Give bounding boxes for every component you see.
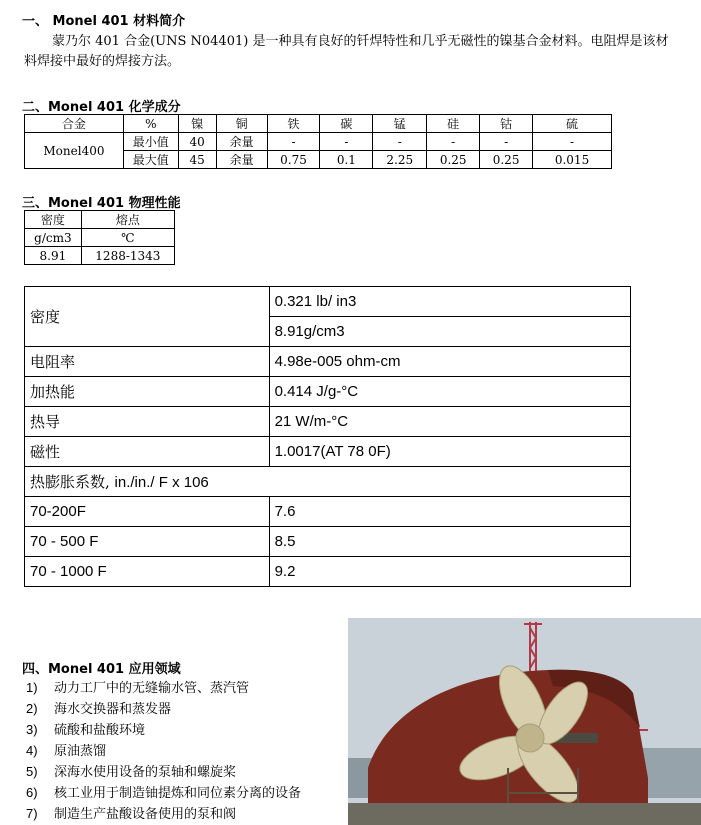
ship-propeller-photo xyxy=(348,618,701,825)
property-row xyxy=(25,377,631,407)
list-text: 深海水使用设备的泵轴和螺旋桨 xyxy=(54,765,237,780)
row-label-cell: 最小值 xyxy=(123,133,178,151)
list-text: 动力工厂中的无缝输水管、蒸汽管 xyxy=(54,681,250,696)
section4-heading: 四、Monel 401 应用领域 xyxy=(22,662,181,677)
property-value: 1.0017(AT 78 0F) xyxy=(269,437,630,467)
value-cell: 2.25 xyxy=(373,151,427,169)
list-text: 制造生产盐酸设备使用的泵和阀 xyxy=(54,807,237,822)
list-number: 7) xyxy=(26,806,38,821)
value-cell: - xyxy=(373,133,427,151)
value-cell: 0.1 xyxy=(320,151,373,169)
header-cell: 密度 xyxy=(25,211,82,229)
list-text: 核工业用于制造铀提炼和同位素分离的设备 xyxy=(54,786,302,801)
expansion-header-row xyxy=(25,467,631,497)
header-cell: 碳 xyxy=(320,115,373,133)
list-number: 4) xyxy=(26,743,38,758)
header-cell: 熔点 xyxy=(81,211,174,229)
unit-cell: g/cm3 xyxy=(25,229,82,247)
value-cell: 0.25 xyxy=(427,151,480,169)
value-cell: 0.25 xyxy=(480,151,533,169)
physical-value-row xyxy=(25,247,175,265)
property-value: 21 W/m-°C xyxy=(269,407,630,437)
property-value: 4.98e-005 ohm-cm xyxy=(269,347,630,377)
value-cell: - xyxy=(267,133,320,151)
header-cell: 钴 xyxy=(480,115,533,133)
property-label: 电阻率 xyxy=(25,347,270,377)
physical-header-row xyxy=(25,211,175,229)
expansion-value: 9.2 xyxy=(269,557,630,587)
composition-table xyxy=(24,114,612,169)
value-cell: 40 xyxy=(178,133,216,151)
header-cell: % xyxy=(123,115,178,133)
property-label: 热导 xyxy=(25,407,270,437)
section1-heading: 一、 Monel 401 材料简介 xyxy=(22,14,186,29)
density-label: 密度 xyxy=(25,287,270,347)
list-item xyxy=(26,740,301,761)
property-label: 磁性 xyxy=(25,437,270,467)
physical-table xyxy=(24,210,175,265)
value-cell: 1288-1343 xyxy=(81,247,174,265)
property-row xyxy=(25,347,631,377)
header-cell: 硅 xyxy=(427,115,480,133)
list-item xyxy=(26,761,301,782)
value-cell: 余量 xyxy=(216,151,267,169)
list-item xyxy=(26,698,301,719)
expansion-label-cn: 热膨胀系数, xyxy=(30,473,115,491)
composition-min-row xyxy=(25,133,612,151)
section2-heading: 二、Monel 401 化学成分 xyxy=(22,100,181,115)
expansion-range: 70 - 500 F xyxy=(25,527,270,557)
list-text: 硫酸和盐酸环境 xyxy=(54,723,146,738)
header-cell: 铁 xyxy=(267,115,320,133)
properties-table xyxy=(24,286,631,587)
alloy-name-cell: Monel400 xyxy=(25,133,124,169)
list-number: 3) xyxy=(26,722,38,737)
section3-heading: 三、Monel 401 物理性能 xyxy=(22,196,181,211)
application-list xyxy=(26,677,301,824)
composition-header-row xyxy=(25,115,612,133)
list-number: 6) xyxy=(26,785,38,800)
value-cell: - xyxy=(320,133,373,151)
header-cell: 合金 xyxy=(25,115,124,133)
list-item xyxy=(26,803,301,824)
list-number: 1) xyxy=(26,680,38,695)
value-cell: 0.75 xyxy=(267,151,320,169)
expansion-range: 70 - 1000 F xyxy=(25,557,270,587)
expansion-label-en: in./in./ F x 106 xyxy=(114,474,209,491)
value-cell: - xyxy=(533,133,612,151)
header-cell: 锰 xyxy=(373,115,427,133)
row-label-cell: 最大值 xyxy=(123,151,178,169)
expansion-row xyxy=(25,497,631,527)
list-text: 海水交换器和蒸发器 xyxy=(54,702,172,717)
value-cell: - xyxy=(427,133,480,151)
list-number: 2) xyxy=(26,701,38,716)
value-cell: 0.015 xyxy=(533,151,612,169)
ship-propeller-illustration xyxy=(348,618,701,825)
expansion-row xyxy=(25,557,631,587)
property-label: 加热能 xyxy=(25,377,270,407)
expansion-range: 70-200F xyxy=(25,497,270,527)
density-value-metric: 8.91g/cm3 xyxy=(269,317,630,347)
list-number: 5) xyxy=(26,764,38,779)
property-row xyxy=(25,407,631,437)
header-cell: 铜 xyxy=(216,115,267,133)
property-value: 0.414 J/g-°C xyxy=(269,377,630,407)
value-cell: - xyxy=(480,133,533,151)
density-value-imperial: 0.321 lb/ in3 xyxy=(269,287,630,317)
header-cell: 镍 xyxy=(178,115,216,133)
expansion-label xyxy=(25,467,631,497)
property-row xyxy=(25,437,631,467)
list-item xyxy=(26,677,301,698)
list-item xyxy=(26,782,301,803)
density-row xyxy=(25,287,631,317)
value-cell: 余量 xyxy=(216,133,267,151)
section1-paragraph: 蒙乃尔 401 合金(UNS N04401) 是一种具有良好的钎焊特性和几乎无磁性的镍基合金材料。电阻焊是该材料焊接中最好的焊接方法。 xyxy=(24,34,669,69)
expansion-value: 7.6 xyxy=(269,497,630,527)
unit-cell: ℃ xyxy=(81,229,174,247)
expansion-row xyxy=(25,527,631,557)
value-cell: 8.91 xyxy=(25,247,82,265)
list-item xyxy=(26,719,301,740)
expansion-value: 8.5 xyxy=(269,527,630,557)
physical-unit-row xyxy=(25,229,175,247)
list-text: 原油蒸馏 xyxy=(54,744,107,759)
header-cell: 硫 xyxy=(533,115,612,133)
dock-ground xyxy=(348,803,701,825)
value-cell: 45 xyxy=(178,151,216,169)
